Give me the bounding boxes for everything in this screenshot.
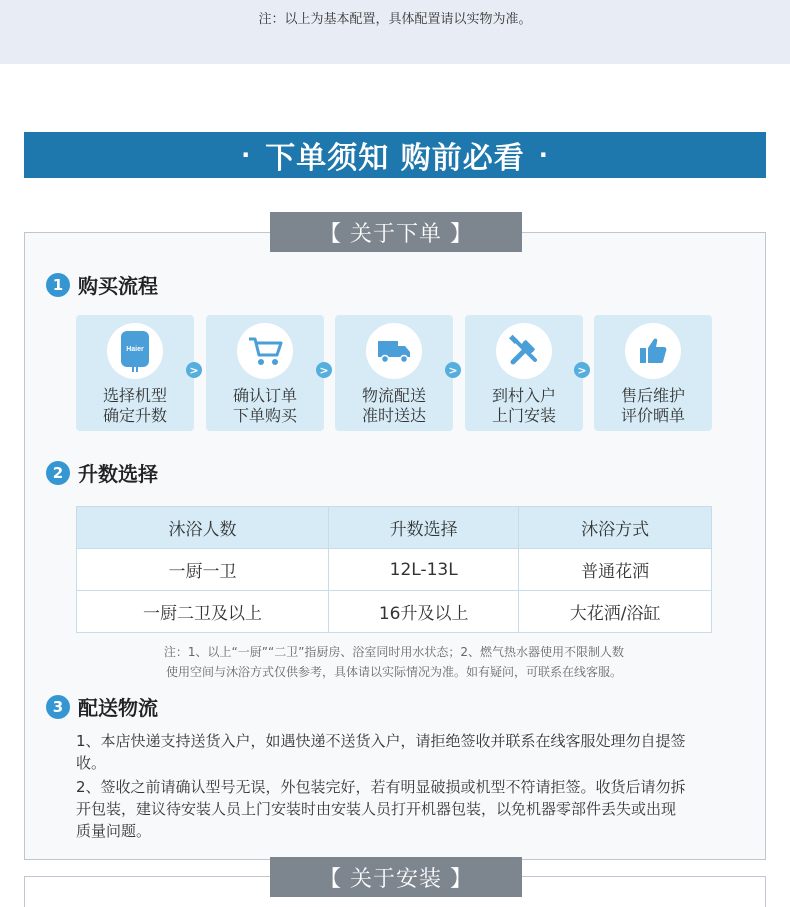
- capacity-table: [76, 506, 712, 633]
- table-cell: 大花洒/浴缸: [519, 591, 712, 633]
- tools-icon: [496, 323, 552, 379]
- thumbs-up-icon: [625, 323, 681, 379]
- table-note: 注：1、以上“一厨”“二卫”指厨房、浴室同时用水状态；2、燃气热水器使用不限制人数 使用空间与沐浴方式仅供参考，具体请以实际情况为准。如有疑问，可联系在线客服。: [163, 645, 625, 679]
- table-header: 沐浴人数: [77, 507, 329, 549]
- step-label: 物流配送 准时送达: [361, 386, 426, 425]
- table-header-row: [77, 507, 712, 549]
- banner-dot-left: ·: [241, 141, 252, 169]
- section-title: 升数选择: [78, 462, 158, 486]
- tab-about-install: 【 关于安装 】: [270, 857, 522, 897]
- step-confirm-order: [206, 315, 324, 431]
- section-capacity-choice: [46, 458, 158, 487]
- shopping-cart-icon: [237, 323, 293, 379]
- section-number-badge: 1: [46, 273, 70, 297]
- step-installation: [465, 315, 583, 431]
- step-label: 选择机型 确定升数: [102, 386, 167, 425]
- table-cell: 一厨一卫: [77, 549, 329, 591]
- section-title: 购买流程: [78, 274, 158, 298]
- banner: [24, 132, 766, 178]
- chevron-right-icon: >: [445, 362, 461, 378]
- table-cell: 12L-13L: [329, 549, 519, 591]
- section-title: 配送物流: [78, 696, 158, 720]
- banner-dot-right: ·: [538, 141, 549, 169]
- section-number-badge: 3: [46, 695, 70, 719]
- table-header: 升数选择: [329, 507, 519, 549]
- chevron-right-icon: >: [186, 362, 202, 378]
- tab-about-order: 【 关于下单 】: [270, 212, 522, 252]
- delivery-paragraph-2: 2、签收之前请确认型号无误，外包装完好，若有明显破损或机型不符请拒签。收货后请勿拆开包装，建议待安装人员上门安装时由安装人员打开机器包装，以免机器零部件丢失或出现质量问题。: [76, 778, 686, 840]
- section-number-badge: 2: [46, 461, 70, 485]
- step-choose-model: [76, 315, 194, 431]
- step-after-sales: [594, 315, 712, 431]
- table-row: [77, 549, 712, 591]
- step-logistics: [335, 315, 453, 431]
- table-header: 沐浴方式: [519, 507, 712, 549]
- table-cell: 16升及以上: [329, 591, 519, 633]
- table-cell: 普通花洒: [519, 549, 712, 591]
- water-heater-icon: [107, 323, 163, 379]
- brand-label: Haier: [126, 346, 144, 353]
- purchase-steps: [76, 315, 716, 431]
- step-label: 售后维护 评价晒单: [620, 386, 685, 425]
- delivery-paragraph-1: 1、本店快递支持送货入户，如遇快递不送货入户，请拒绝签收并联系在线客服处理勿自提签收。: [76, 732, 686, 772]
- section-delivery: [46, 692, 158, 721]
- top-note: 注：以上为基本配置，具体配置请以实物为准。: [258, 12, 532, 27]
- banner-title: 下单须知 购前必看: [265, 141, 525, 176]
- step-label: 确认订单 下单购买: [232, 386, 297, 425]
- table-cell: 一厨二卫及以上: [77, 591, 329, 633]
- chevron-right-icon: >: [574, 362, 590, 378]
- delivery-truck-icon: [366, 323, 422, 379]
- table-row: [77, 591, 712, 633]
- chevron-right-icon: >: [316, 362, 332, 378]
- step-label: 到村入户 上门安装: [491, 386, 556, 425]
- section-purchase-flow: [46, 270, 158, 299]
